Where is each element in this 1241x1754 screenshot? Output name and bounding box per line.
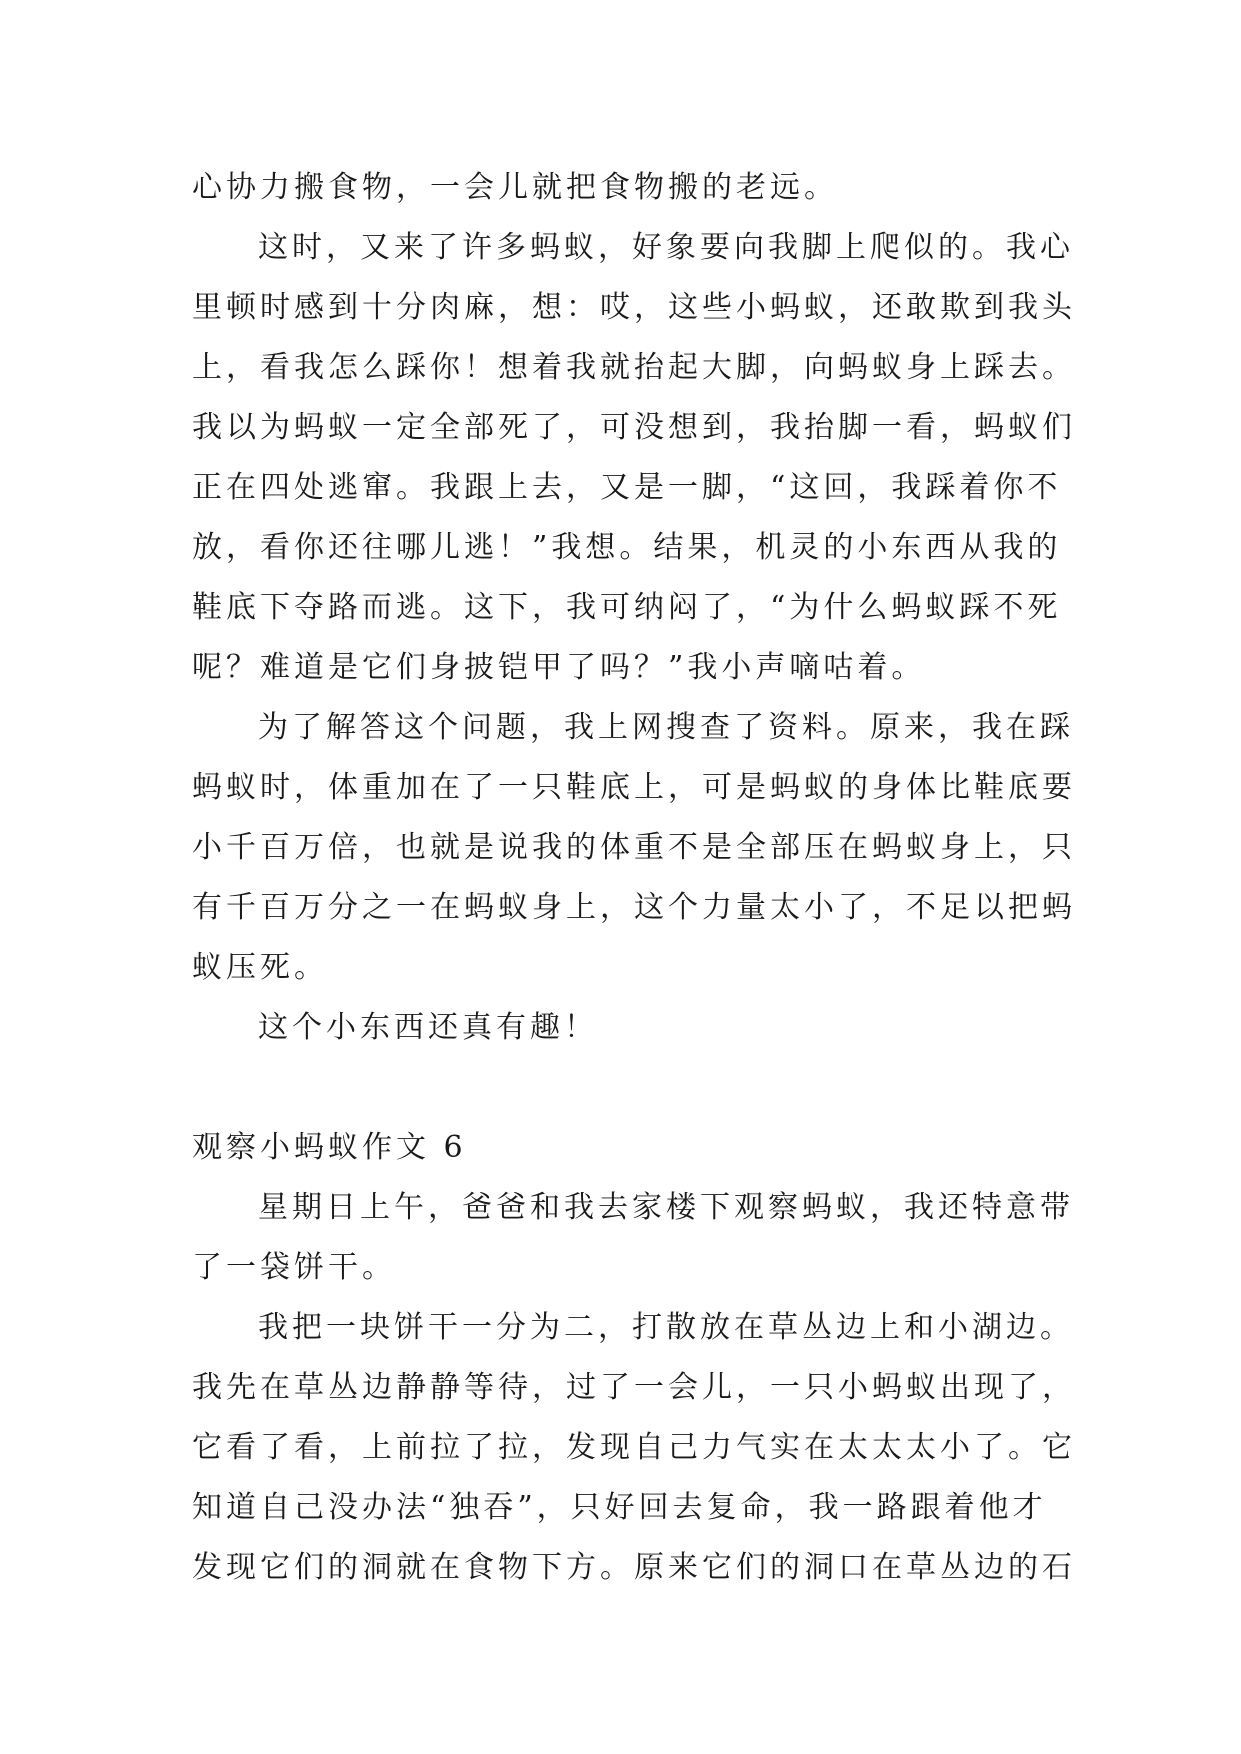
- paragraph-first-line: 这时，又来了许多蚂蚁，好象要向我脚上爬似的。我心: [258, 230, 1074, 265]
- text-line: 我先在草丛边静静等待，过了一会儿，一只小蚂蚁出现了，: [192, 1370, 1076, 1405]
- text-line: 呢？难道是它们身披铠甲了吗？”我小声嘀咕着。: [192, 650, 926, 685]
- text-line: 蚂蚁时，体重加在了一只鞋底上，可是蚂蚁的身体比鞋底要: [192, 770, 1076, 805]
- text-line: 心协力搬食物，一会儿就把食物搬的老远。: [192, 170, 838, 205]
- text-line: 上，看我怎么踩你！想着我就抬起大脚，向蚂蚁身上踩去。: [192, 350, 1076, 385]
- text-line: 放，看你还往哪儿逃！”我想。结果，机灵的小东西从我的: [192, 530, 1062, 565]
- text-line: 了一袋饼干。: [192, 1250, 396, 1285]
- text-line: 正在四处逃窜。我跟上去，又是一脚，“这回，我踩着你不: [192, 470, 1062, 505]
- section-heading: 观察小蚂蚁作文 6: [192, 1130, 467, 1165]
- text-line: 有千百万分之一在蚂蚁身上，这个力量太小了，不足以把蚂: [192, 890, 1076, 925]
- text-line: 蚁压死。: [192, 950, 328, 985]
- paragraph-first-line: 为了解答这个问题，我上网搜查了资料。原来，我在踩: [258, 710, 1074, 745]
- paragraph-first-line: 我把一块饼干一分为二，打散放在草丛边上和小湖边。: [258, 1310, 1074, 1345]
- text-line: 里顿时感到十分肉麻，想：哎，这些小蚂蚁，还敢欺到我头: [192, 290, 1076, 325]
- document-body: [192, 158, 1076, 1598]
- text-line: 知道自己没办法“独吞”，只好回去复命，我一路跟着他才: [192, 1490, 1047, 1525]
- text-line: 鞋底下夺路而逃。这下，我可纳闷了，“为什么蚂蚁踩不死: [192, 590, 1062, 625]
- paragraph-first-line: 这个小东西还真有趣！: [258, 1010, 598, 1045]
- text-line: 我以为蚂蚁一定全部死了，可没想到，我抬脚一看，蚂蚁们: [192, 410, 1076, 445]
- text-line: 小千百万倍，也就是说我的体重不是全部压在蚂蚁身上，只: [192, 830, 1076, 865]
- text-line: 发现它们的洞就在食物下方。原来它们的洞口在草丛边的石: [192, 1550, 1076, 1585]
- paragraph-first-line: 星期日上午，爸爸和我去家楼下观察蚂蚁，我还特意带: [258, 1190, 1074, 1225]
- section-spacer: [192, 1058, 1062, 1118]
- text-line: 它看了看，上前拉了拉，发现自己力气实在太太太小了。它: [192, 1430, 1076, 1465]
